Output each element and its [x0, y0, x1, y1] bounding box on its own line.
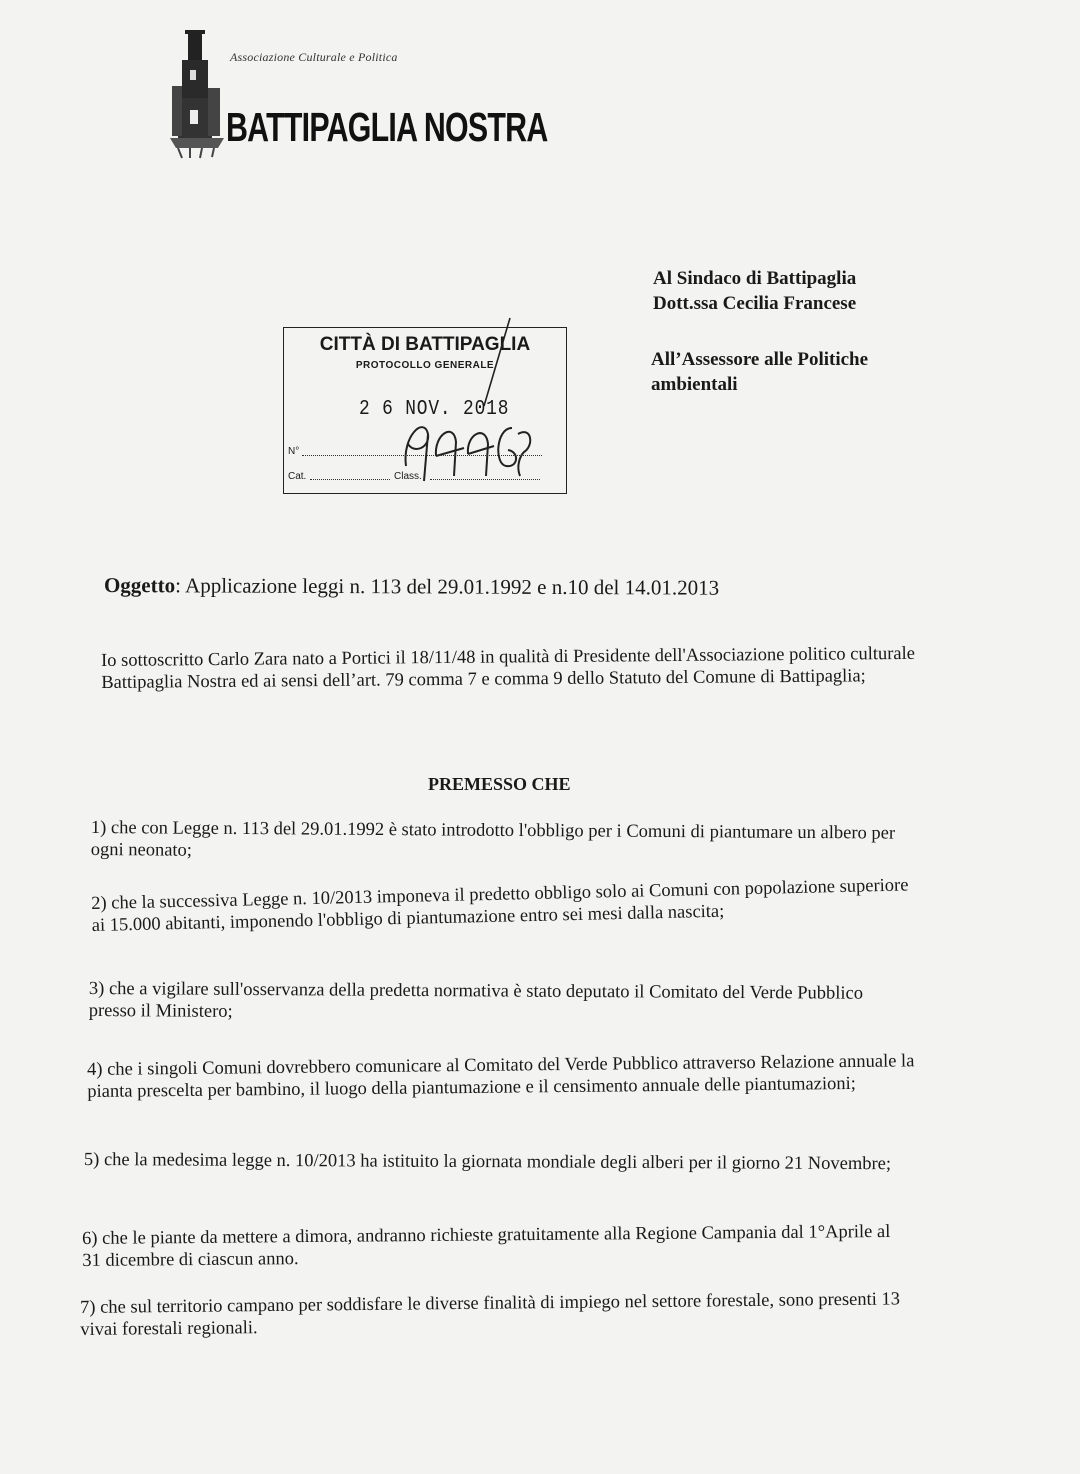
- section-heading: PREMESSO CHE: [428, 774, 571, 794]
- subject-label: Oggetto: [103, 573, 176, 598]
- stamp-class-line: [430, 479, 540, 480]
- stamp-cat-label: Cat.: [288, 471, 307, 482]
- list-item: 2) che la successiva Legge n. 10/2013 imponeva il predetto obbligo solo ai Comuni con popolazione superiore ai 15.000 abitanti, imponendo l'obbligo di piantumazione entro sei mesi dalla nascita;: [91, 875, 909, 936]
- recipient-line: Dott.ssa Cecilia Francese: [653, 293, 857, 314]
- stamp-class-label: Class.: [394, 471, 422, 482]
- recipient-line: ambientali: [651, 374, 738, 395]
- protocol-stamp: [283, 327, 567, 494]
- stamp-number-line: [302, 455, 542, 456]
- stamp-city: CITTÀ DI BATTIPAGLIA: [319, 334, 531, 355]
- recipient-line: All’Assessore alle Politiche: [651, 349, 869, 370]
- association-logo: [168, 30, 548, 160]
- subject-line: [104, 573, 719, 601]
- list-item: 4) che i singoli Comuni dovrebbero comunicare al Comitato del Verde Pubblico attraverso Relazione annuale la pianta prescelta per bambino, il luogo della piantumazione e il censimento annuale delle piantumazioni;: [87, 1051, 915, 1102]
- list-item: 7) che sul territorio campano per soddisfare le diverse finalità di impiego nel settore forestale, sono presenti 13 vivai forestali regionali.: [80, 1289, 901, 1340]
- list-item: 1) che con Legge n. 113 del 29.01.1992 è stato introdotto l'obbligo per i Comuni di piantumare un albero per ogni neonato;: [90, 818, 896, 861]
- list-item: 6) che le piante da mettere a dimora, andranno richieste gratuitamente alla Regione Campania dal 1°Aprile al 31 dicembre di ciascun anno.: [82, 1221, 891, 1271]
- stamp-office: PROTOCOLLO GENERALE: [355, 360, 495, 371]
- handwritten-protocol-number: [384, 316, 534, 486]
- recipient-line: Al Sindaco di Battipaglia: [653, 268, 857, 289]
- list-item: 3) che a vigilare sull'osservanza della predetta normativa è stato deputato il Comitato del Verde Pubblico presso il Ministero;: [88, 979, 864, 1022]
- association-name: BATTIPAGLIA NOSTRA: [226, 104, 548, 150]
- association-subtitle: Associazione Culturale e Politica: [230, 50, 398, 64]
- subject-text: : Applicazione leggi n. 113 del 29.01.1992 e n.10 del 14.01.2013: [175, 573, 720, 600]
- recipient-assessor: [651, 347, 868, 397]
- recipient-mayor: [653, 266, 856, 316]
- tower-emblem-icon: [168, 30, 228, 160]
- stamp-cat-line: [310, 479, 390, 480]
- stamp-number-label: N°: [288, 446, 300, 457]
- stamp-date: 2 6 NOV. 2018: [359, 398, 510, 421]
- list-item: 5) che la medesima legge n. 10/2013 ha istituito la giornata mondiale degli alberi per il giorno 21 Novembre;: [83, 1150, 892, 1175]
- intro-paragraph: Io sottoscritto Carlo Zara nato a Portici il 18/11/48 in qualità di Presidente dell'Associazione politico culturale Battipaglia Nostra ed ai sensi dell’art. 79 comma 7 e comma 9 dello Statuto del Comune di Battipaglia;: [101, 643, 916, 693]
